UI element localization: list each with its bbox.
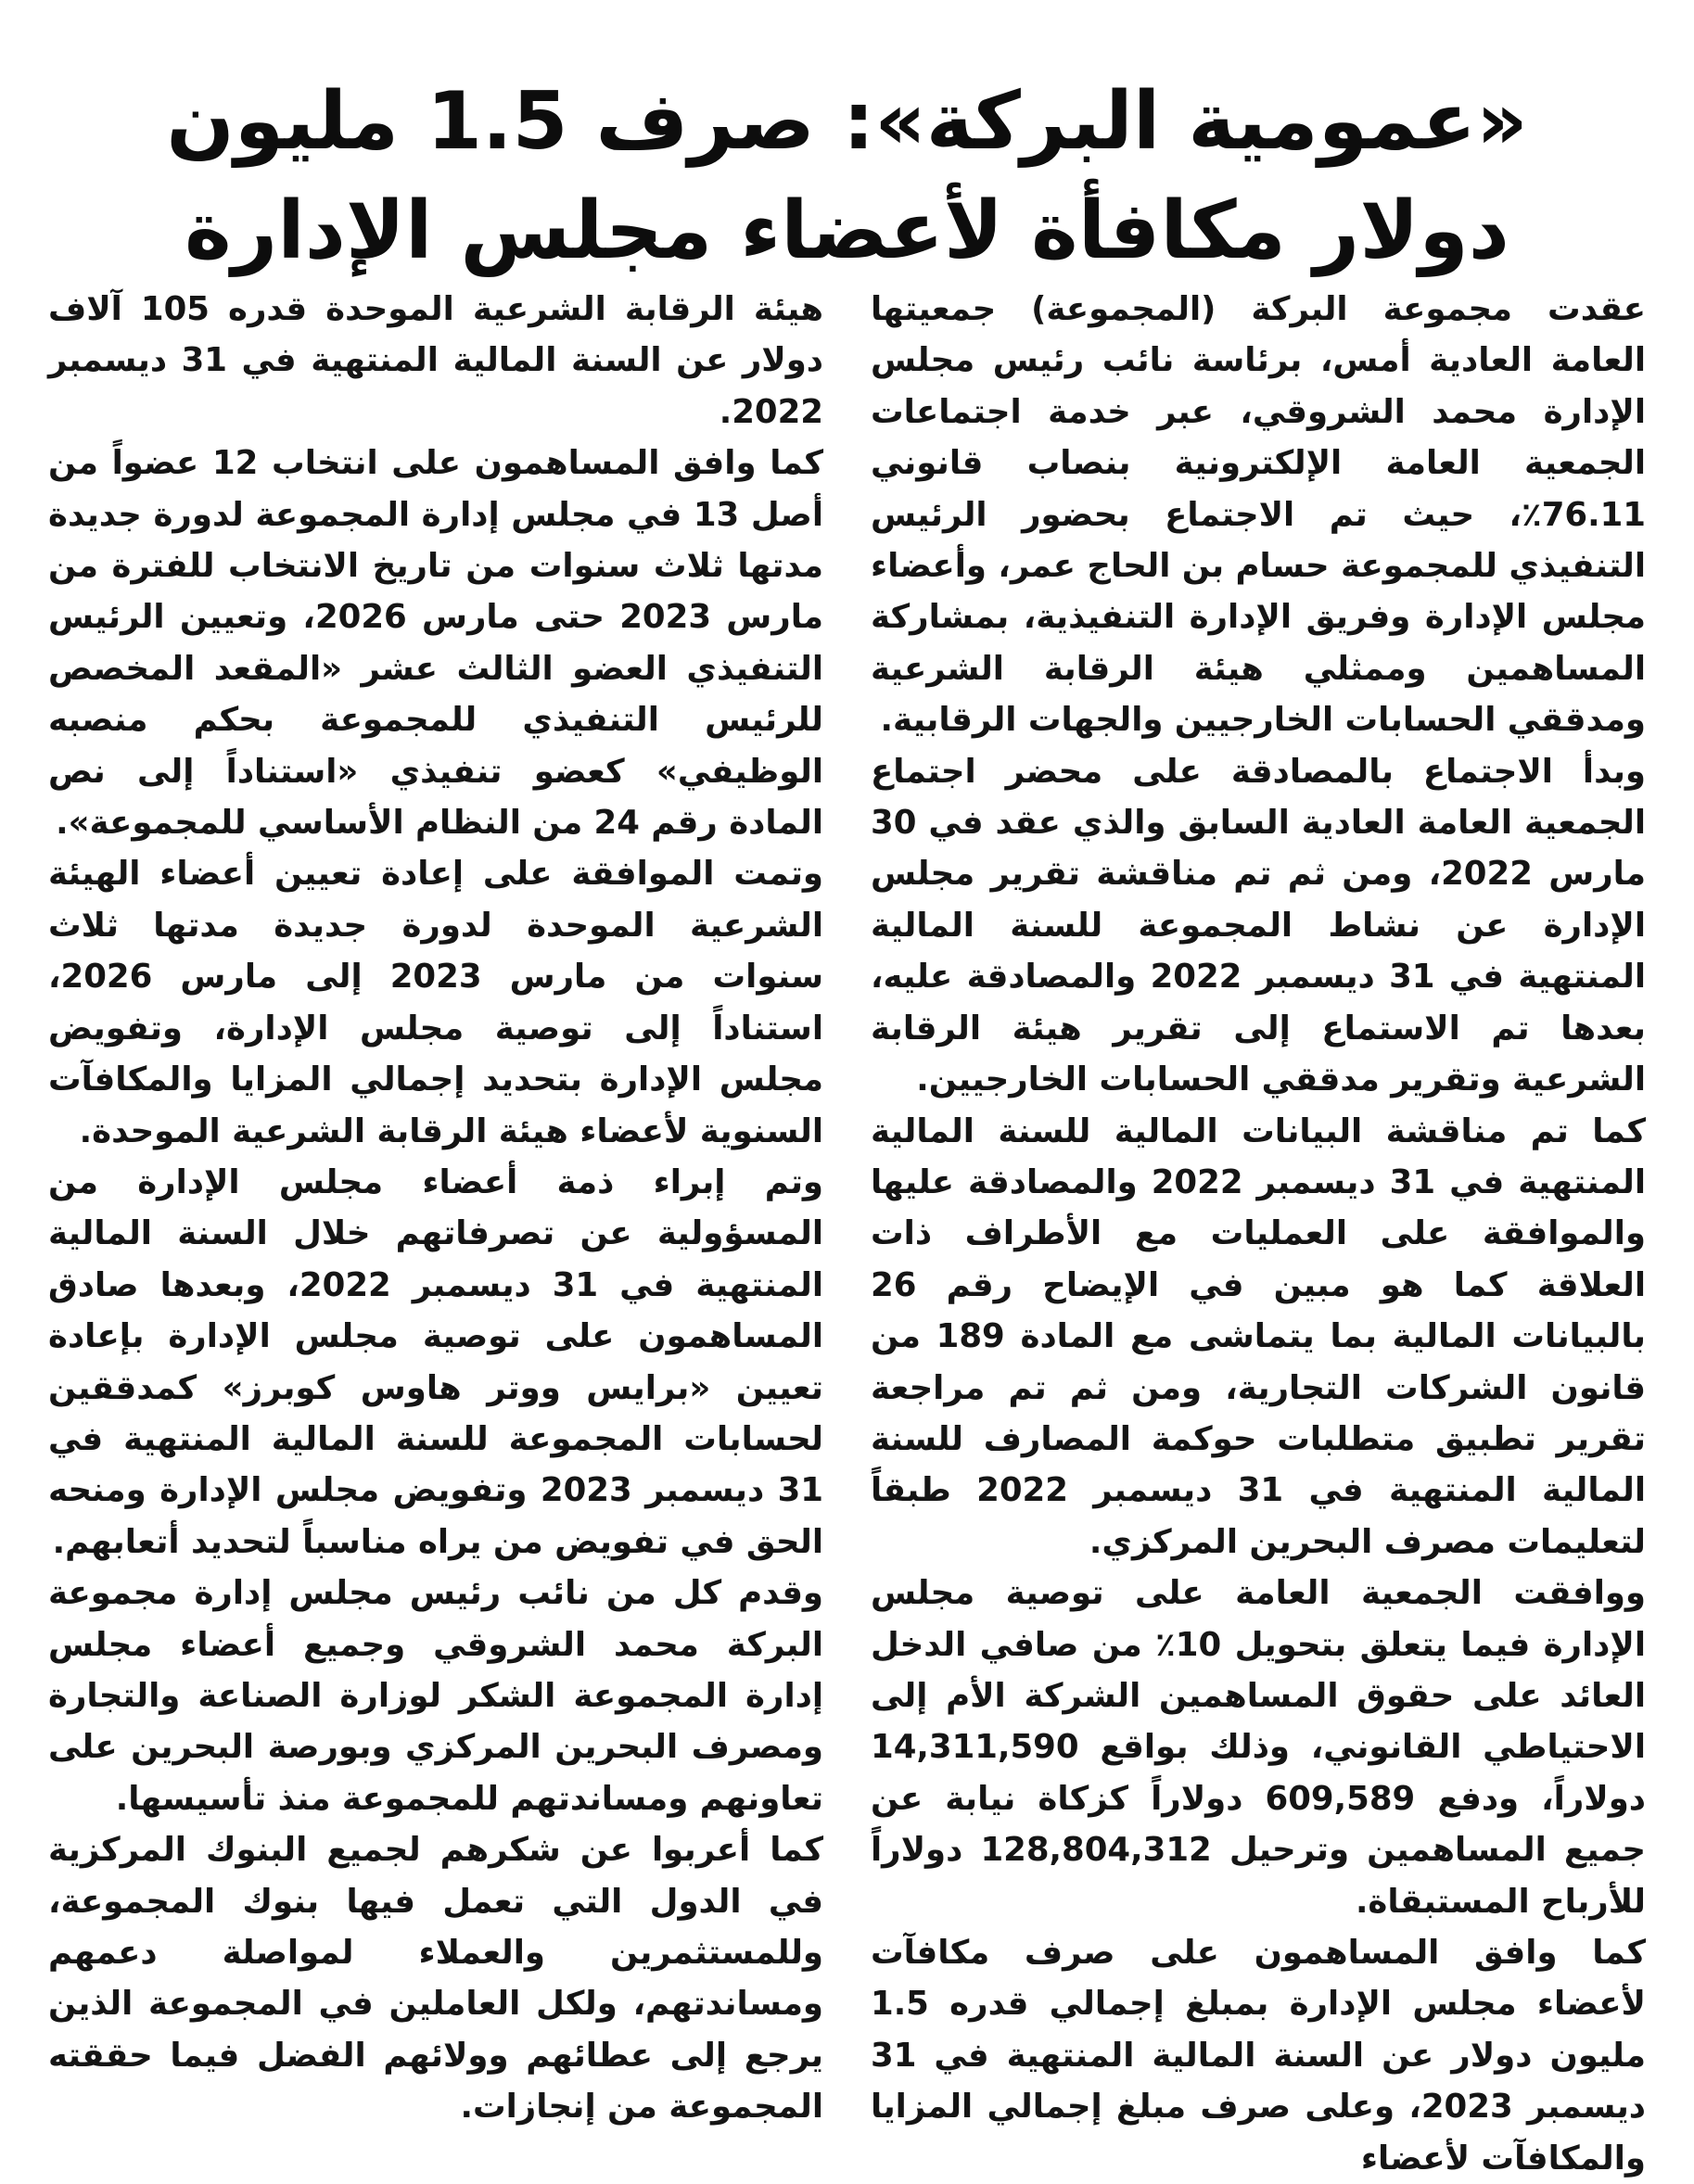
- paragraph: هيئة الرقابة الشرعية الموحدة قدره 105 آلاف دولار عن السنة المالية المنتهية في 31 ديسمبر 2022.: [48, 290, 823, 431]
- paragraph: عقدت مجموعة البركة (المجموعة) جمعيتها العامة العادية أمس، برئاسة نائب رئيس مجلس الإدارة محمد الشروقي، عبر خدمة اجتماعات الجمعية العامة الإلكترونية بنصاب قانوني 76.11٪، حيث تم الاجتماع بحضور الرئيس التنفيذي للمجموعة حسام بن الحاج عمر، وأعضاء مجلس الإدارة وفريق الإدارة التنفيذية، بمشاركة المساهمين وممثلي هيئة الرقابة الشرعية ومدققي الحسابات الخارجيين والجهات الرقابية.: [871, 290, 1646, 740]
- paragraph: كما وافق المساهمون على انتخاب 12 عضواً من أصل 13 في مجلس إدارة المجموعة لدورة جديدة مدتها ثلاث سنوات من تاريخ الانتخاب للفترة من مارس 2023 حتى مارس 2026، وتعيين الرئيس التنفيذي العضو الثالث عشر «المقعد المخصص للرئيس التنفيذي للمجموعة بحكم منصبه الوظيفي» كعضو تنفيذي «استناداً إلى نص المادة رقم 24 من النظام الأساسي للمجموعة».: [48, 444, 824, 843]
- paragraph: ووافقت الجمعية العامة على توصية مجلس الإدارة فيما يتعلق بتحويل 10٪ من صافي الدخل العائد على حقوق المساهمين الشركة الأم إلى الاحتياطي القانوني، وذلك بواقع 14,311,590 دولاراً، ودفع 609,589 دولاراً كزكاة نيابة عن جميع المساهمين وترحيل 128,804,312 دولاراً للأرباح المستبقاة.: [871, 1574, 1646, 1921]
- article-column-left: [48, 284, 823, 2133]
- paragraph: كما تم مناقشة البيانات المالية للسنة المالية المنتهية في 31 ديسمبر 2022 والمصادقة عليها والموافقة على العمليات مع الأطراف ذات العلاقة كما هو مبين في الإيضاح رقم 26 بالبيانات المالية بما يتماشى مع المادة 189 من قانون الشركات التجارية، ومن ثم تم مراجعة تقرير تطبيق متطلبات حوكمة المصارف للسنة المالية المنتهية في 31 ديسمبر 2022 طبقاً لتعليمات مصرف البحرين المركزي.: [871, 1111, 1647, 1561]
- paragraph: وتم إبراء ذمة أعضاء مجلس الإدارة من المسؤولية عن تصرفاتهم خلال السنة المالية المنتهية في 31 ديسمبر 2022، وبعدها صادق المساهمون على توصية مجلس الإدارة بإعادة تعيين «برايس ووتر هاوس كوبرز» كمدققين لحسابات المجموعة للسنة المالية المنتهية في 31 ديسمبر 2023 وتفويض مجلس الإدارة ومنحه الحق في تفويض من يراه مناسباً لتحديد أتعابهم.: [48, 1162, 824, 1561]
- paragraph: وتمت الموافقة على إعادة تعيين أعضاء الهيئة الشرعية الموحدة لدورة جديدة مدتها ثلاث سنوات من مارس 2023 إلى مارس 2026، استناداً إلى توصية مجلس الإدارة، وتفويض مجلس الإدارة بتحديد إجمالي المزايا والمكافآت السنوية لأعضاء هيئة الرقابة الشرعية الموحدة.: [48, 855, 823, 1150]
- paragraph: وقدم كل من نائب رئيس مجلس إدارة مجموعة البركة محمد الشروقي وجميع أعضاء مجلس إدارة المجموعة الشكر لوزارة الصناعة والتجارة ومصرف البحرين المركزي وبورصة البحرين على تعاونهم ومساندتهم للمجموعة منذ تأسيسها.: [48, 1574, 823, 1818]
- article-column-right: [871, 284, 1646, 2184]
- paragraph: كما أعربوا عن شكرهم لجميع البنوك المركزية في الدول التي تعمل فيها بنوك المجموعة، وللمستثمرين والعملاء لمواصلة دعمهم ومساندتهم، ولكل العاملين في المجموعة الذين يرجع إلى عطائهم وولائهم الفضل فيما حققته المجموعة من إنجازات.: [48, 1831, 823, 2127]
- headline-line-1: «عمومية البركة»: صرف 1.5 مليون: [166, 75, 1528, 168]
- headline-line-2: دولار مكافأة لأعضاء مجلس الإدارة: [185, 184, 1509, 277]
- paragraph: وبدأ الاجتماع بالمصادقة على محضر اجتماع الجمعية العامة العادية السابق والذي عقد في 30 مارس 2022، ومن ثم تم مناقشة تقرير مجلس الإدارة عن نشاط المجموعة للسنة المالية المنتهية في 31 ديسمبر 2022 والمصادقة عليه، بعدها تم الاستماع إلى تقرير هيئة الرقابة الشرعية وتقرير مدققي الحسابات الخارجيين.: [871, 752, 1647, 1099]
- headline: [74, 67, 1620, 286]
- paragraph: كما وافق المساهمون على صرف مكافآت لأعضاء مجلس الإدارة بمبلغ إجمالي قدره 1.5 مليون دولار عن السنة المالية المنتهية في 31 ديسمبر 2023، وعلى صرف مبلغ إجمالي المزايا والمكافآت لأعضاء: [871, 1934, 1646, 2178]
